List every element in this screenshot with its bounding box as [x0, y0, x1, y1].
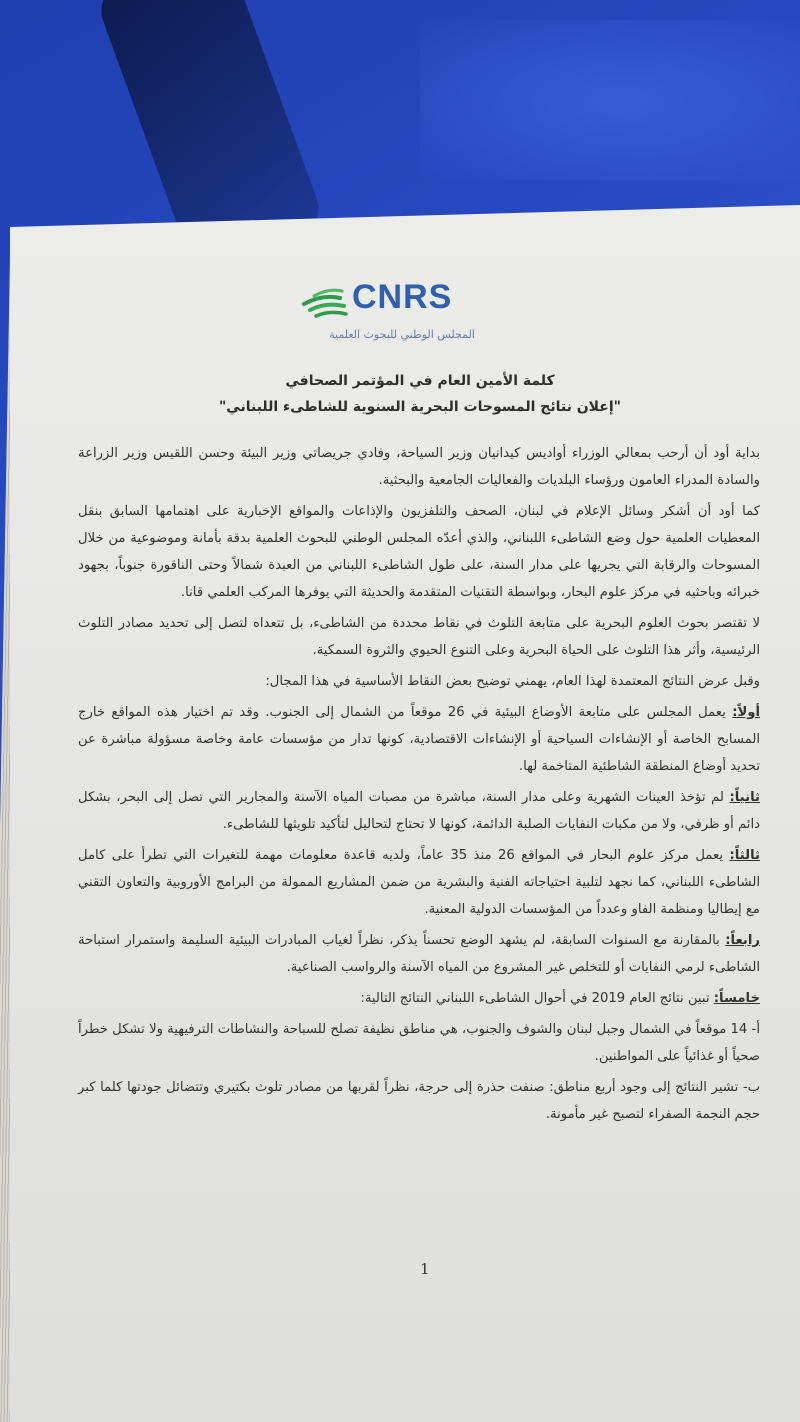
point-item	[78, 985, 760, 1012]
logo-subtitle: المجلس الوطني للبحوث العلمية	[329, 328, 475, 341]
logo-wordmark: CNRS	[352, 278, 453, 316]
point-text: بالمقارنة مع السنوات السابقة، لم يشهد الوضع تحسناً يذكر، نظراً لغياب المبادرات البيئية السليمة واستمرار استباحة الشاطىء لرمي النفايات أو للتخلص غير المشروع من المياه الآسنة والرواسب الصناعية.	[78, 933, 760, 975]
heading-line-1: كلمة الأمين العام في المؤتمر الصحافي	[285, 373, 555, 389]
point-text: لم تؤخذ العينات الشهرية وعلى مدار السنة، مباشرة من مصبات المياه الآسنة والمجارير التي تصل إلى البحر، بشكل دائم أو ظرفي، ولا من مكبات النفايات الصلبة الدائمة، كونها لا تحتاج لتحاليل لتأكيد تلويثها للشاطىء.	[78, 790, 760, 832]
point-label: رابعاً:	[725, 933, 760, 948]
fabric-highlight	[420, 20, 800, 180]
point-item	[78, 927, 760, 981]
subpoint-item: أ- 14 موقعاً في الشمال وجبل لبنان والشوف والجنوب، هي مناطق نظيفة تصلح للسباحة والنشاطات الترفيهية ولا تشكل خطراً صحياً أو غذائياً على المواطنين.	[78, 1022, 760, 1064]
point-item	[78, 842, 760, 923]
point-text: يعمل مركز علوم البحار في المواقع 26 منذ 35 عاماً، ولديه قاعدة معلومات مهمة للتغيرات التي تطرأ على كامل الشاطىء اللبناني، كما نجهد لتلبية احتياجاته الفنية والبشرية من ضمن المشاريع الممولة من البرامج الأوروبية والتعاون التقني مع إيطاليا ومنظمة الفاو وعدداً من المؤسسات الدولية المعنية.	[78, 848, 760, 917]
subpoint-item: ب- تشير النتائج إلى وجود أربع مناطق: صنفت حذرة إلى حرجة، نظراً لقربها من مصادر تلوث بكتيري وتتضائل جودتها كلما كبر حجم النجمة الصفراء لتصبح غير مأمونة.	[78, 1080, 760, 1122]
point-label: خامساً:	[713, 991, 760, 1006]
paragraph: بداية أود أن أرحب بمعالي الوزراء أواديس كيدانيان وزير السياحة، وفادي جريصاتي وزير البيئة وحسن اللقيس وزير الزراعة والسادة المدراء العامون ورؤساء البلديات والفعاليات الجامعية والبحثية.	[78, 446, 760, 488]
cedar-logo-icon	[300, 282, 360, 322]
document-heading	[200, 368, 640, 420]
point-text: تبين نتائج العام 2019 في أحوال الشاطىء اللبناني النتائج التالية:	[360, 991, 710, 1006]
point-label: ثالثاً:	[729, 848, 760, 863]
paragraph: وقبل عرض النتائج المعتمدة لهذا العام، يهمني توضيح بعض النقاط الأساسية في هذا المجال:	[265, 674, 760, 689]
paragraph: لا تقتصر بحوث العلوم البحرية على متابعة التلوث في نقاط محددة من الشاطىء، بل تتعداه لتصل إلى تحديد مصادر التلوث الرئيسية، وأثر هذا التلوث على الحياة البحرية وعلى التنوع الحيوي والثروة السمكية.	[78, 616, 760, 658]
cnrs-logo	[300, 278, 480, 348]
point-label: ثانياً:	[729, 790, 760, 805]
paragraph: كما أود أن أشكر وسائل الإعلام في لبنان، الصحف والتلفزيون والإذاعات والمواقع الإخبارية على اهتمامها السابق بنقل المعطيات العلمية حول وضع الشاطىء اللبناني، والذي أعدّه المجلس الوطني للبحوث العلمية بدقة بأمانة وموضوعية من خلال المسوحات والرقابة التي يجريها على مدار السنة، على طول الشاطىء اللبناني من العبدة شمالاً وحتى الناقورة جنوباً، بجهود خبرائه وباحثيه في مركز علوم البحار، وبواسطة التقنيات المتقدمة والحديثة التي يوفرها المركب العلمي قانا.	[78, 504, 760, 600]
point-item	[78, 784, 760, 838]
point-label: أولاً:	[732, 705, 760, 720]
point-text: يعمل المجلس على متابعة الأوضاع البيئية في 26 موقعاً من الشمال إلى الجنوب. وقد تم اختيار هذه المواقع خارج المسابح الخاصة أو الإنشاءات السياحية أو الإنشاءات الاقتصادية، كونها تدار من مؤسسات عامة وخاصة مسؤولة مباشرة عن تحديد أوضاع المنطقة الشاطئية المتاخمة لها.	[78, 705, 760, 774]
document-body	[78, 440, 760, 1132]
heading-line-2: "إعلان نتائج المسوحات البحرية السنوية للشاطىء اللبناني"	[219, 399, 621, 415]
point-item	[78, 699, 760, 780]
page-number: 1	[420, 1260, 430, 1278]
